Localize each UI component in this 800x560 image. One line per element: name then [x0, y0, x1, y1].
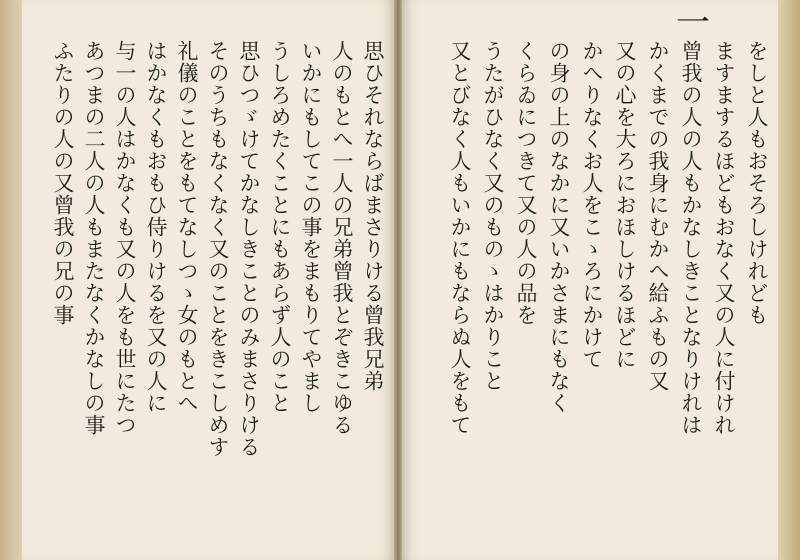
text-column: はかなくもおもひ侍りけるを又の人に — [144, 40, 168, 414]
text-column: くらゐにつきて又の人の品を — [514, 40, 538, 326]
text-column: いかにもしてこの事をまもりてやまし — [299, 40, 323, 414]
text-column: 礼儀のことをもてなしつゝ女のもとへ — [175, 40, 199, 414]
text-column: かくまでの我身にむかへ給ふもの又 — [646, 40, 670, 392]
text-column: うたがひなく又のものゝはかりこと — [481, 40, 505, 392]
text-column: 人のもとへ一人の兄弟曾我とぞきこゆる — [330, 40, 354, 436]
page-number: 一 — [676, 3, 710, 43]
text-column: 与一の人はかなくも又の人をも世にたつ — [113, 40, 137, 436]
text-column: そのうちもなくなく又のことをきこしめす — [206, 40, 230, 458]
text-column: かへりなくお人をこゝろにかけて — [580, 40, 604, 370]
text-column: 又とびなく人もいかにもならぬ人をもて — [448, 40, 472, 436]
text-column: うしろめたくことにもあらず人のこと — [268, 40, 292, 414]
left-page-edge — [0, 0, 22, 560]
text-column: 又の心を大ろにおほしけるほどに — [613, 40, 637, 370]
text-column: 思ひつゞけてかなしきことのみまさりける — [237, 40, 261, 458]
right-page — [402, 0, 778, 560]
text-column: 曾我の人の人もかなしきことなりけれは — [679, 40, 703, 436]
left-page — [22, 0, 394, 560]
text-column: あつまの二人の人もまたなくかなしの事 — [82, 40, 106, 436]
text-column: ますまするほどもおなく又の人に付けれ — [712, 40, 736, 436]
text-column: の身の上のなかに又いかさまにもなく — [547, 40, 571, 414]
book-gutter — [394, 0, 402, 560]
text-column: 思ひそれならばまさりける曾我兄弟 — [361, 40, 385, 392]
right-page-edge — [778, 0, 800, 560]
text-column: をしと人もおそろしけれども — [745, 40, 769, 326]
text-column: ふたりの人の又曾我の兄の事 — [51, 40, 75, 326]
